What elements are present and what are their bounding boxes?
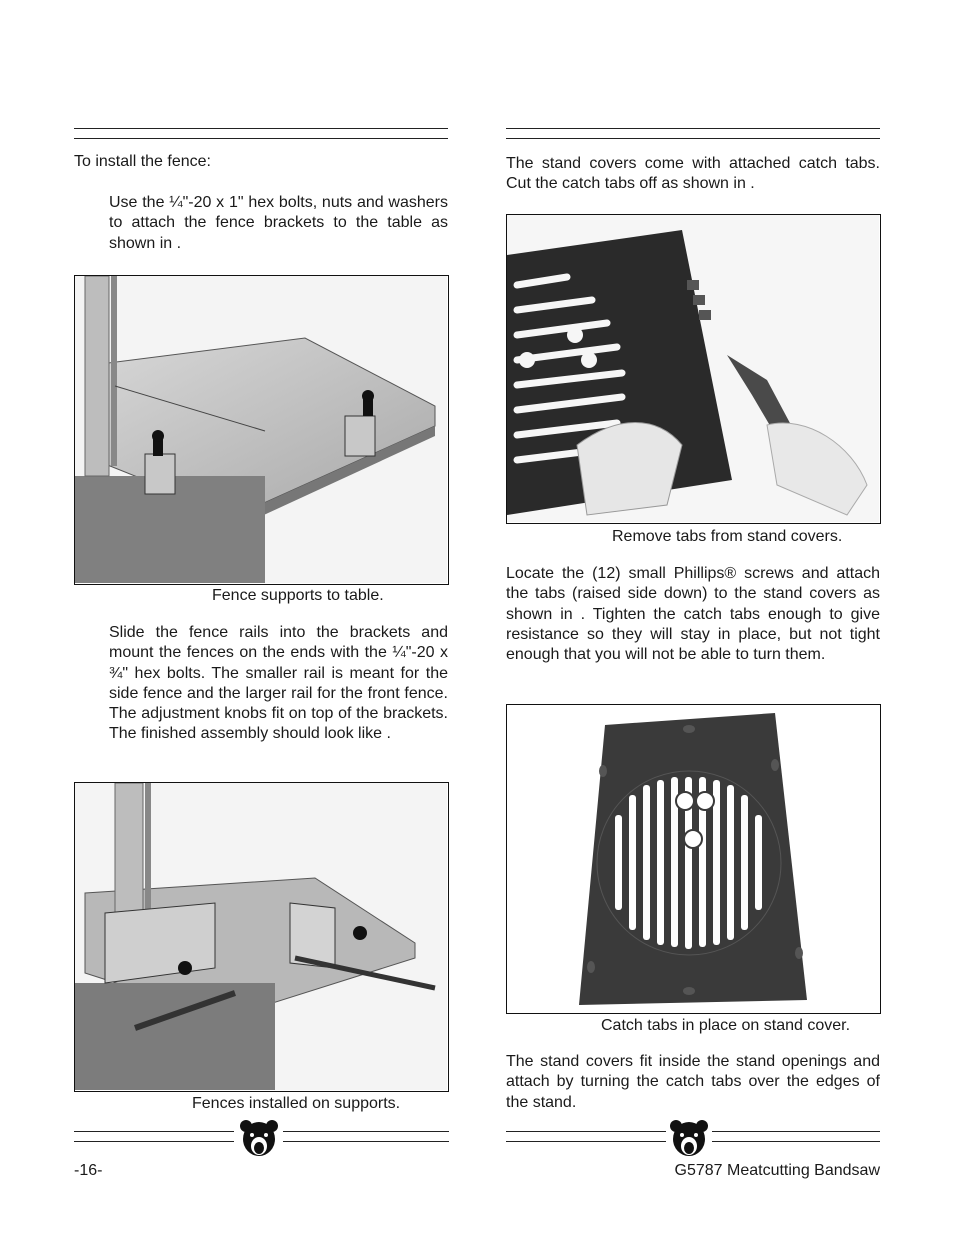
figure-fence-supports bbox=[74, 275, 449, 585]
catch-tabs-photo bbox=[507, 705, 879, 1012]
stand-covers-intro: The stand covers come with attached catch tabs. Cut the catch tabs off as shown in . bbox=[506, 155, 880, 193]
right-header-rule-top bbox=[506, 128, 880, 129]
figure-3-caption: Remove tabs from stand covers. bbox=[612, 528, 843, 545]
bear-head-icon bbox=[239, 1118, 279, 1160]
footer-left-rule-top-2 bbox=[283, 1131, 449, 1132]
page-number: -16- bbox=[74, 1162, 103, 1179]
footer-left-rule-top bbox=[74, 1131, 234, 1132]
figure-2-caption: Fences installed on supports. bbox=[192, 1095, 401, 1112]
bear-head-icon bbox=[669, 1118, 709, 1160]
footer-right-rule-top-2 bbox=[712, 1131, 880, 1132]
step-1-text: Use the ¼"-20 x 1" hex bolts, nuts and washers to attach the fence brackets to the table as shown in . bbox=[109, 194, 448, 252]
catch-tabs-instructions: Locate the (12) small Phillips® screws and attach the tabs (raised side down) to the stand covers as shown in . Tighten the catch tabs enough to give resistance so they will stay in place, but not tight enough that you will not be able to turn them. bbox=[506, 565, 880, 664]
figure-fences-installed bbox=[74, 782, 449, 1092]
fence-supports-photo bbox=[75, 276, 447, 583]
figure-1-caption: Fence supports to table. bbox=[212, 587, 384, 604]
left-header-rule-bottom bbox=[74, 138, 448, 139]
figure-catch-tabs bbox=[506, 704, 881, 1014]
step-2-text: Slide the fence rails into the brackets and mount the fences on the ends with the ¼"-20 x ¾" hex bolts. The smaller rail is meant for the side fence and the larger rail for the front fence. The adjustment knobs fit on top of the brackets. The finished assembly should look like . bbox=[109, 624, 448, 743]
footer-right-rule-top bbox=[506, 1131, 666, 1132]
footer-left-rule-bottom bbox=[74, 1141, 234, 1142]
stand-covers-closing: The stand covers fit inside the stand openings and attach by turning the catch tabs over the edges of the stand. bbox=[506, 1053, 880, 1111]
footer-left-rule-bottom-2 bbox=[283, 1141, 449, 1142]
figure-4-caption: Catch tabs in place on stand cover. bbox=[601, 1017, 851, 1034]
figure-remove-tabs bbox=[506, 214, 881, 524]
footer-right-rule-bottom bbox=[506, 1141, 666, 1142]
right-header-rule-bottom bbox=[506, 138, 880, 139]
fences-installed-photo bbox=[75, 783, 447, 1090]
manual-title: G5787 Meatcutting Bandsaw bbox=[674, 1162, 880, 1179]
remove-tabs-photo bbox=[507, 215, 879, 522]
left-header-rule-top bbox=[74, 128, 448, 129]
fence-intro: To install the fence: bbox=[74, 153, 211, 170]
footer-right-rule-bottom-2 bbox=[712, 1141, 880, 1142]
